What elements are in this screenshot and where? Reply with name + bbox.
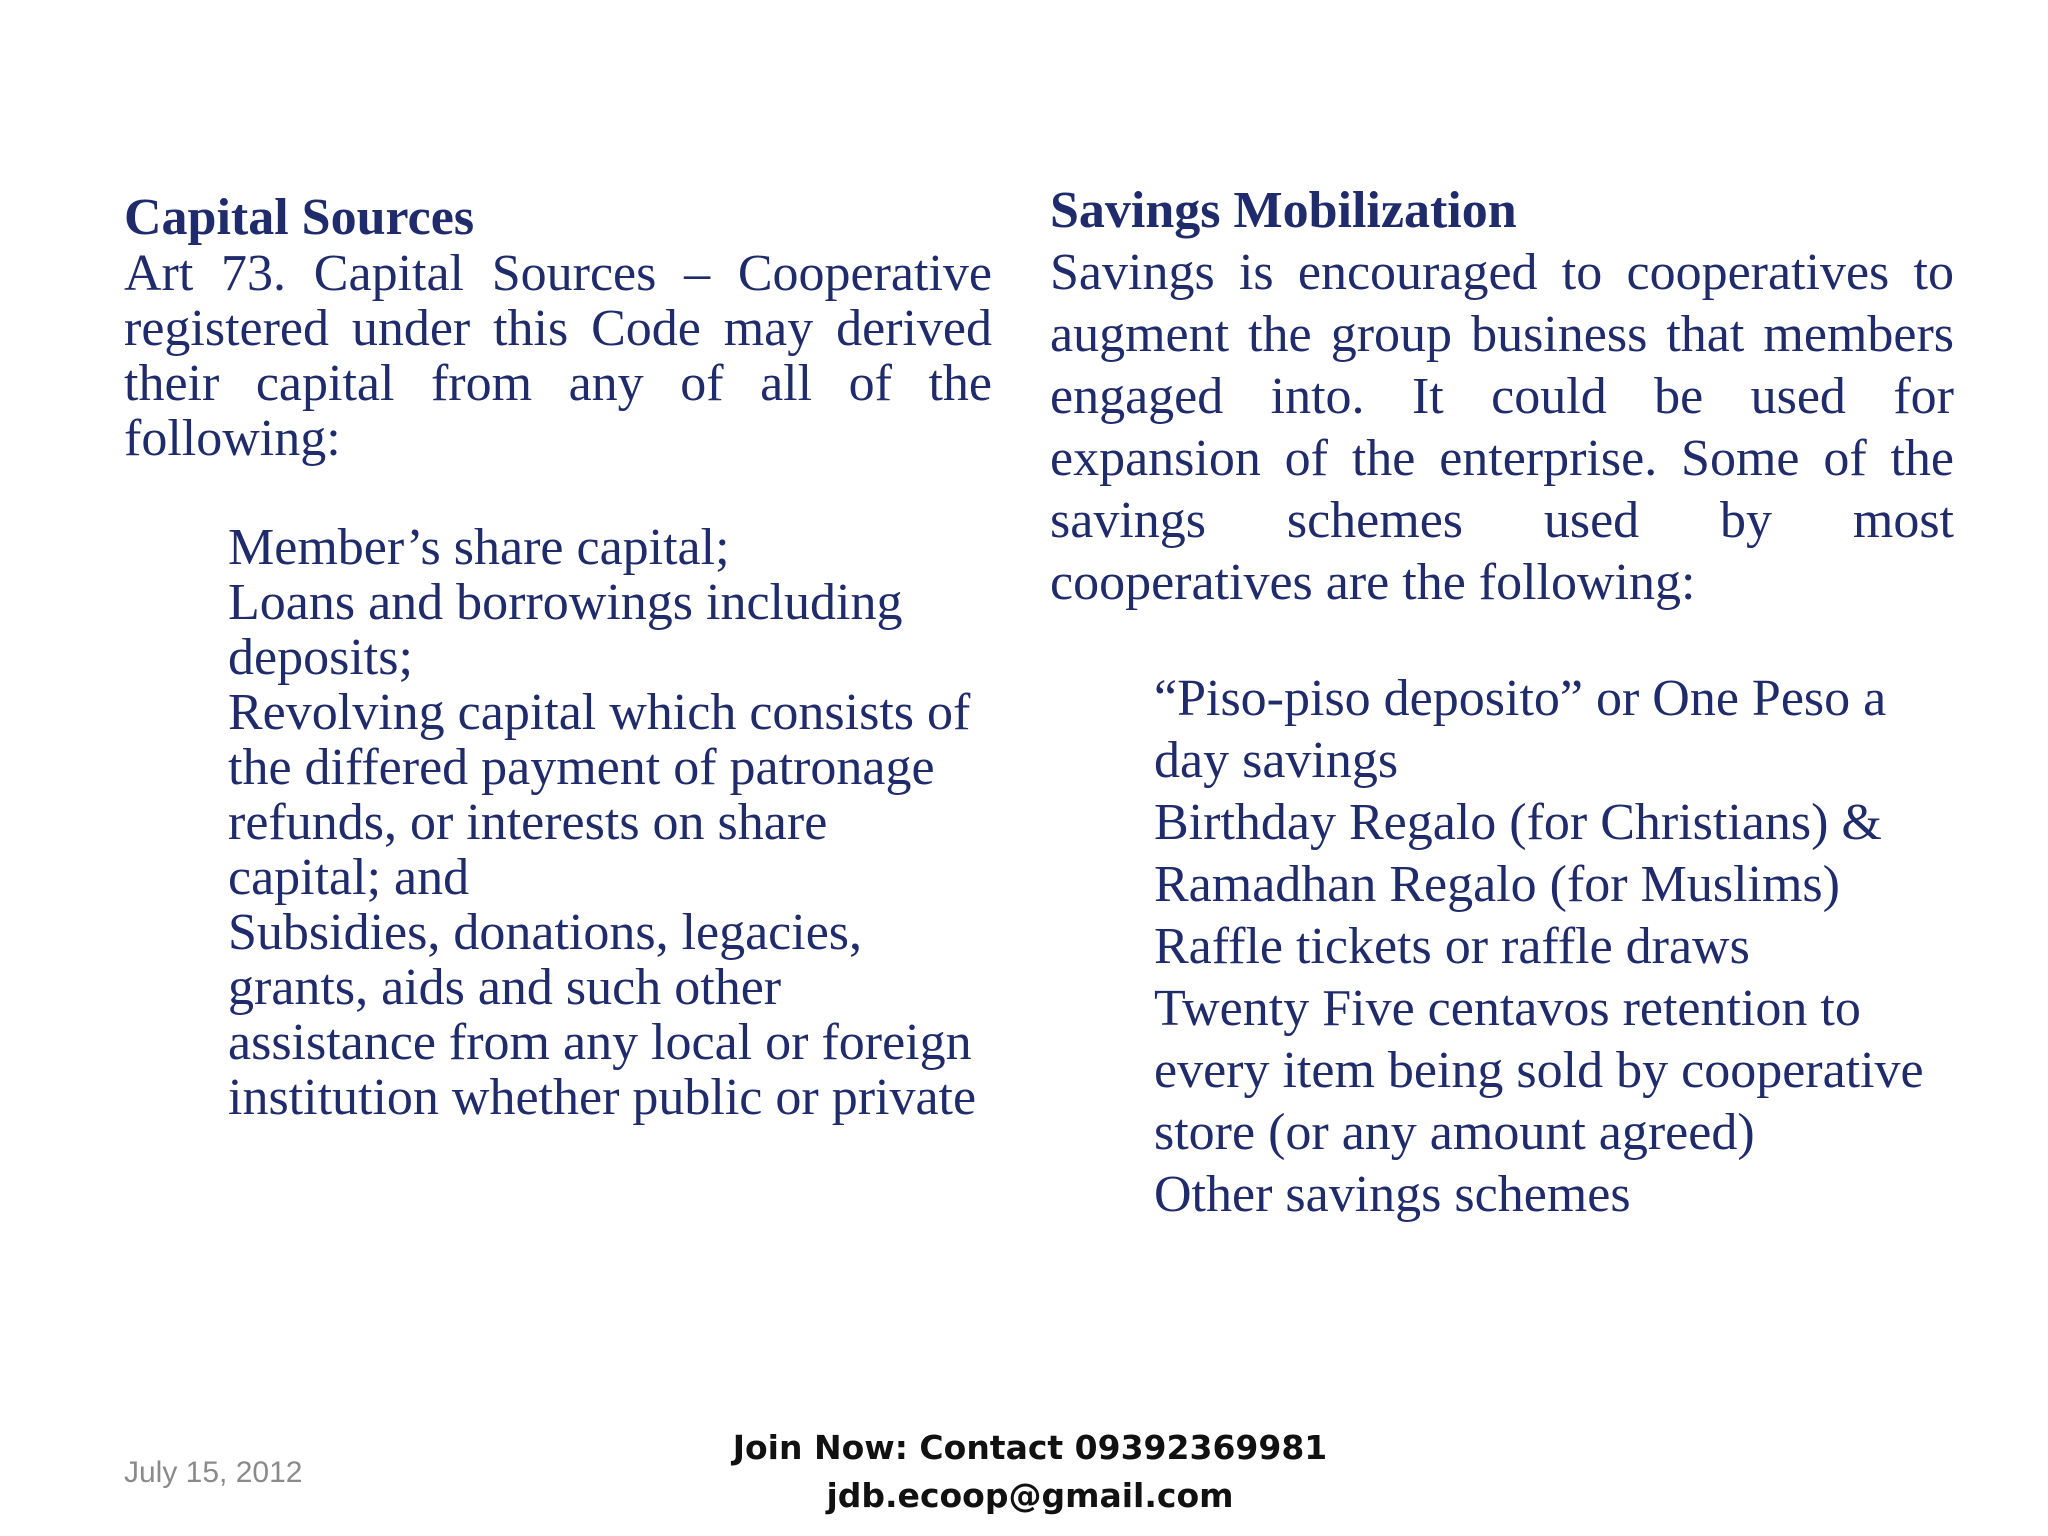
contact-email: jdb.ecoop@gmail.com [826, 1476, 1234, 1515]
list-item: Twenty Five centavos retention to every item being sold by cooperative store (or any amount agreed) [1154, 980, 1924, 1161]
capital-sources-heading: Capital Sources [124, 189, 475, 246]
list-item: Birthday Regalo (for Christians) & Ramadhan Regalo (for Muslims) [1154, 794, 1882, 913]
savings-mobilization-column [1050, 180, 1954, 1226]
capital-sources-list [124, 520, 992, 1125]
savings-schemes-list [1050, 668, 1954, 1226]
list-item: Other savings schemes [1154, 1166, 1631, 1223]
savings-mobilization-heading: Savings Mobilization [1050, 182, 1517, 239]
footer-contact [700, 1424, 1360, 1520]
footer-date: July 15, 2012 [124, 1456, 303, 1489]
contact-phone: Join Now: Contact 09392369981 [732, 1428, 1328, 1467]
capital-sources-column [124, 190, 992, 1125]
list-item: Member’s share capital; [228, 519, 730, 576]
capital-sources-intro: Art 73. Capital Sources – Cooperative registered under this Code may derived their capital from any of all of the following: [124, 245, 992, 467]
list-item: Subsidies, donations, legacies, grants, aids and such other assistance from any local or foreign institution whether public or private [228, 904, 977, 1126]
list-item: “Piso-piso deposito” or One Peso a day savings [1154, 670, 1887, 789]
savings-mobilization-intro: Savings is encouraged to cooperatives to augment the group business that members engaged into. It could be used for expansion of the enterprise. Some of the savings schemes used by most cooperatives are the following: [1050, 244, 1954, 611]
list-item: Loans and borrowings including deposits; [228, 574, 903, 686]
list-item: Revolving capital which consists of the differed payment of patronage refunds, or interests on share capital; and [228, 684, 971, 906]
list-item: Raffle tickets or raffle draws [1154, 918, 1750, 975]
